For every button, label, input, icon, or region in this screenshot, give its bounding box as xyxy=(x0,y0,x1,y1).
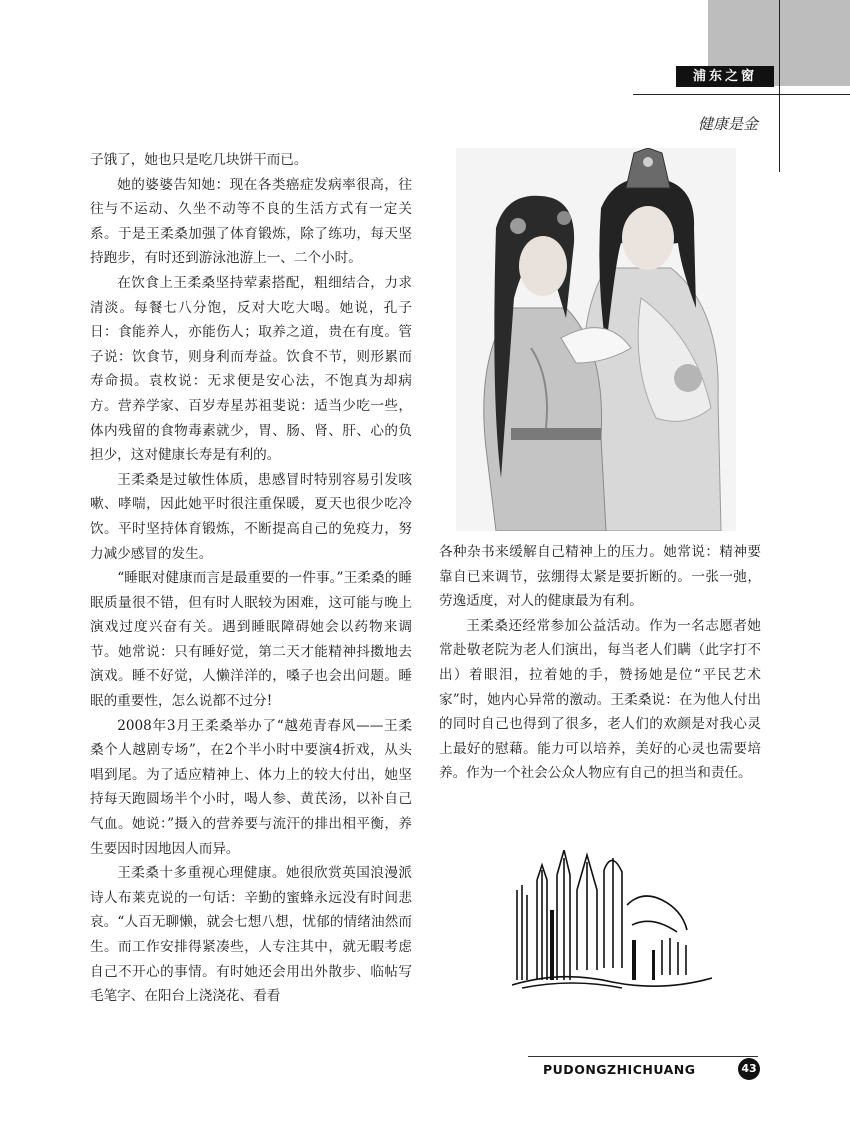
footer-rule xyxy=(528,1056,758,1057)
paragraph: 2008年3月王柔桑举办了“越苑青春风——王柔桑个人越剧专场”，在2个半小时中要演4折戏，从头唱到尾。为了适应精神上、体力上的较大付出，她坚持每天跑圆场半个小时，喝人参、黄芪汤，以补自己气血。她说：”摄入的营养要与流汗的排出相平衡，养生要因时因地因人而异。 xyxy=(90,717,412,857)
paragraph: 子饿了，她也只是吃几块饼干而已。 xyxy=(90,152,308,168)
city-skyline-illustration xyxy=(512,850,712,992)
paragraph: 在饮食上王柔桑坚持荤素搭配，粗细结合，力求清淡。每餐七八分饱，反对大吃大喝。她说，孔子日：食能养人，亦能伤人；取养之道，贵在有度。管子说：饮食节，则身利而寿益。饮食不节，则形累而寿命损。袁枚说：无求便是安心法，不饱真为却病方。营养学家、百岁寿星苏祖斐说：适当少吃一些，体内残留的食物毒素就少，胃、肠、肾、肝、心的负担少，这对健康长寿是有利的。 xyxy=(90,274,412,464)
paragraph: 王柔桑是过敏性体质，患感冒时特别容易引发咳嗽、哮喘，因此她平时很注重保暖，夏天也很少吃冷饮。平时坚持体育锻炼，不断提高自己的免疫力，努力减少感冒的发生。 xyxy=(90,471,412,562)
opera-performers-photo xyxy=(456,148,736,531)
paragraph: 她的婆婆告知她：现在各类癌症发病率很高，往往与不运动、久坐不动等不良的生活方式有一定关系。于是王柔桑加强了体育锻炼，除了练功，每天坚持跑步，有时还到游泳池游上一、二个小时。 xyxy=(90,176,412,267)
paragraph: 各种杂书来缓解自己精神上的压力。她常说：精神要靠自已来调节，弦绷得太紧是要折断的。一张一弛，劳逸适度，对人的健康最为有利。 xyxy=(439,544,761,610)
header-vertical-rule xyxy=(779,0,780,172)
footer-magazine-name: PUDONGZHICHUANG xyxy=(543,1062,696,1077)
right-text-column xyxy=(439,540,761,786)
paragraph: 王柔桑十多重视心理健康。她很欣赏英国浪漫派诗人布莱克说的一句话：辛勤的蜜蜂永远没有时间悲哀。“人百无聊懒，就会七想八想，忧郁的情绪油然而生。而工作安排得紧凑些，人专注其中，就无暇考虑自己不开心的事情。有时她还会用出外散步、临帖写毛笔字、在阳台上浇浇花、看看 xyxy=(90,865,412,1005)
header-horizontal-rule xyxy=(633,94,850,95)
page-number: 43 xyxy=(738,1058,760,1080)
left-text-column xyxy=(90,148,412,1009)
section-title: 健康是金 xyxy=(697,115,758,133)
magazine-badge: 浦东之窗 xyxy=(676,66,774,87)
paragraph: “睡眠对健康而言是最重要的一件事。”王柔桑的睡眠质量很不错，但有时人眠较为困难，这可能与晚上演戏过度兴奋有关。遇到睡眠障碍她会以药物来调节。她常说：只有睡好觉，第二天才能精神抖擞地去演戏。睡不好觉，人懒洋洋的，嗓子也会出问题。睡眠的重要性，怎么说都不过分! xyxy=(90,570,412,710)
paragraph: 王柔桑还经常参加公益活动。作为一名志愿者她常赴敬老院为老人们演出，每当老人们瞒（此字打不出）着眼泪，拉着她的手，赞扬她是位“平民艺术家”时，她内心异常的激动。王柔桑说：在为他人付出的同时自己也得到了很多，老人们的欢颜是对我心灵上最好的慰藉。能力可以培养，美好的心灵也需要培养。作为一个社会公众人物应有自己的担当和责任。 xyxy=(439,617,761,782)
